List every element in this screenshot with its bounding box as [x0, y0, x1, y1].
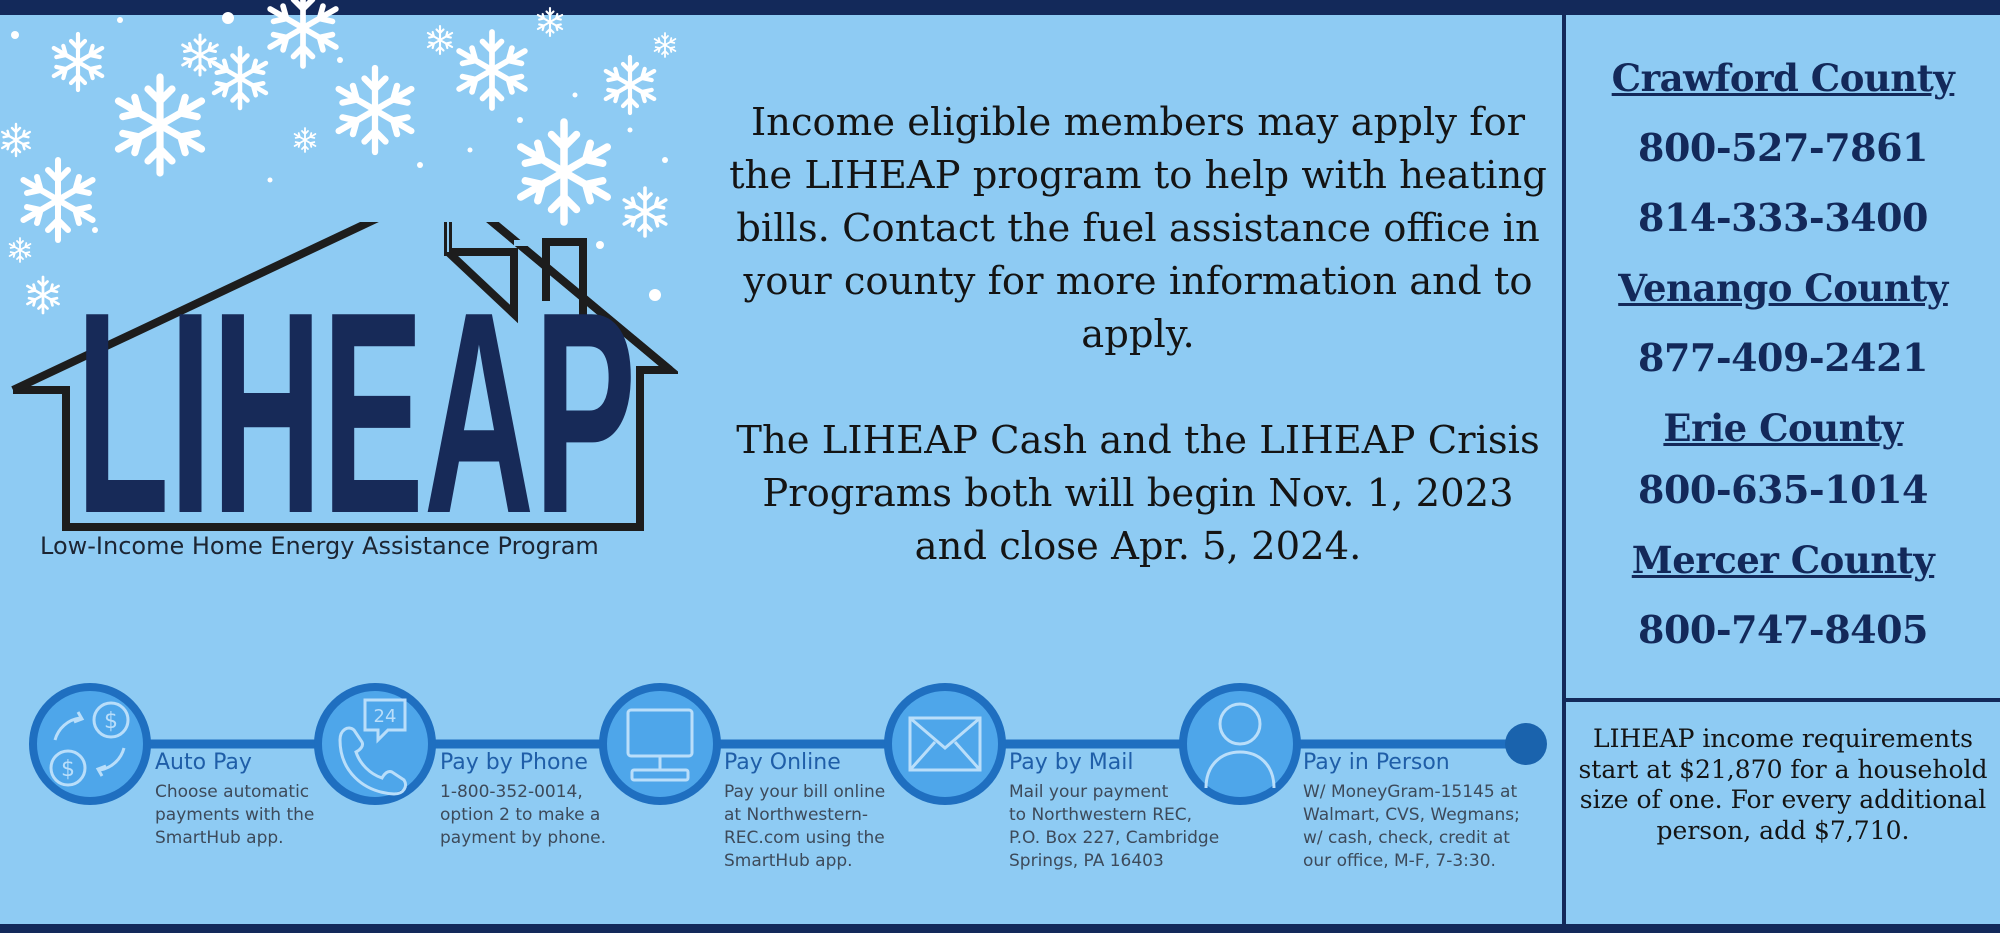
step-line: SmartHub app. [155, 828, 284, 848]
step-line: SmartHub app. [724, 851, 853, 871]
step-desc-auto-pay [155, 781, 314, 850]
bottom-border [0, 924, 2000, 933]
step-line: payments with the [155, 805, 315, 825]
step-desc-pay-by-mail [1009, 781, 1219, 873]
phone-venango: 877-409-2421 [1638, 335, 1928, 380]
step-line: at Northwestern- [724, 805, 868, 825]
timeline-end-dot [1505, 723, 1547, 765]
step-line: Choose automatic [155, 782, 310, 802]
eligibility-paragraph: Income eligible members may apply for the LIHEAP program to help with heating bills. Contact the fuel assistance office in your county for more information and to apply. [729, 100, 1547, 357]
step-line: P.O. Box 227, Cambridge [1009, 828, 1220, 848]
step-line: option 2 to make a [440, 805, 601, 825]
county-erie[interactable]: Erie County [1663, 406, 1903, 450]
phone-erie: 800-635-1014 [1638, 467, 1928, 512]
step-title-pay-online: Pay Online [724, 750, 841, 775]
svg-text:$: $ [61, 757, 75, 782]
step-line: REC.com using the [724, 828, 885, 848]
step-line: Springs, PA 16403 [1009, 851, 1164, 871]
logo-tagline: Low-Income Home Energy Assistance Program [40, 532, 599, 560]
step-title-pay-in-person: Pay in Person [1303, 750, 1450, 775]
step-title-auto-pay: Auto Pay [155, 750, 252, 775]
county-mercer[interactable]: Mercer County [1631, 538, 1935, 582]
payment-timeline [0, 670, 1560, 920]
income-requirements: LIHEAP income requirements start at $21,870 for a household size of one. For every additional person, add $7,710. [1578, 724, 1988, 845]
step-line: Walmart, CVS, Wegmans; [1303, 805, 1520, 825]
step-line: Mail your payment [1009, 782, 1169, 802]
envelope-icon [888, 687, 1002, 801]
phone-crawford-2: 814-333-3400 [1638, 195, 1928, 240]
svg-text:24: 24 [373, 706, 397, 727]
step-title-pay-by-phone: Pay by Phone [440, 750, 588, 775]
step-line: payment by phone. [440, 828, 606, 848]
step-desc-pay-online [724, 781, 885, 873]
program-dates-paragraph: The LIHEAP Cash and the LIHEAP Crisis Programs both will begin Nov. 1, 2023 and close Apr. 5, 2024. [736, 418, 1540, 569]
phone-icon [318, 687, 432, 801]
logo-letters: LIHEAP [75, 252, 636, 542]
step-line: w/ cash, check, credit at [1303, 828, 1510, 848]
computer-icon [603, 687, 717, 801]
step-desc-pay-by-phone [440, 781, 606, 850]
step-desc-pay-in-person [1303, 781, 1520, 873]
step-line: 1-800-352-0014, [440, 782, 583, 802]
county-contacts [1566, 48, 2000, 670]
auto-pay-icon [33, 687, 147, 801]
horizontal-divider [1566, 698, 2000, 702]
step-line: W/ MoneyGram-15145 at [1303, 782, 1518, 802]
phone-mercer: 800-747-8405 [1638, 607, 1928, 652]
step-line: to Northwestern REC, [1009, 805, 1193, 825]
step-line: our office, M-F, 7-3:30. [1303, 851, 1496, 871]
county-crawford[interactable]: Crawford County [1611, 56, 1955, 100]
liheap-logo [8, 222, 678, 542]
step-title-pay-by-mail: Pay by Mail [1009, 750, 1134, 775]
step-line: Pay your bill online [724, 782, 886, 802]
county-venango[interactable]: Venango County [1618, 266, 1948, 310]
phone-crawford-1: 800-527-7861 [1638, 125, 1928, 170]
main-message [728, 96, 1548, 573]
svg-text:$: $ [104, 709, 118, 734]
